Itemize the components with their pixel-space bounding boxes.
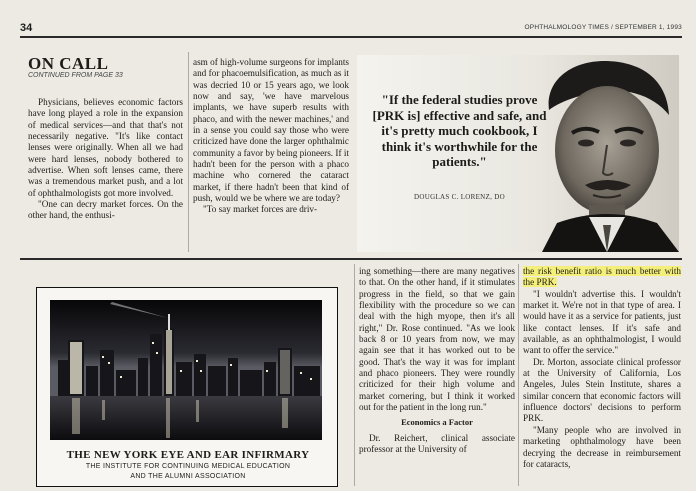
top-rule [20,36,682,38]
article-column-2 [193,57,349,216]
paragraph: "To say market forces are driv- [203,204,318,215]
highlighted-text: the risk benefit ratio is much better with the PRK. [523,266,681,288]
column-rule [354,264,355,486]
paragraph: Physicians, believes economic factors have long played a role in the expansion of medical services—and that that's not necessarily negative. "It's like contact lenses were originally. When all we had were hard lenses, nobody bothered to advertise. When soft lenses came, there was a tremendous market push, and a lot of ophthalmologists got more involved. [28,97,183,198]
ad-title: THE NEW YORK EYE AND EAR INFIRMARY [66,449,310,461]
pullquote-author: DOUGLAS C. LORENZ, DO [414,193,505,201]
column-rule [518,264,519,486]
paragraph: ing something—there are many negatives to that. On the other hand, if it stimulates progress in the field, so that we gain flexibility with the procedure so we can deal with the high myope, then it's all right," Dr. Rose continued. "As we look back 8 or 10 years from now, we may again see that it has worked out to be good. That's the way it was for implant and phaco pioneers. They were roundly criticized for their high volume and market cornering, but I think it worked out for the patient in the long run." [359,266,515,413]
column-rule [188,52,189,252]
paragraph: "I wouldn't advertise this. I wouldn't market it. We're not in that type of area. I would have it as a service for patients, just like contact lenses. If it's safe and available, as an ophthalmologist, I would want to offer the service." [523,288,681,356]
pullquote-text: "If the federal studies prove [PRK is] effective and safe, and it's pretty much cookbook, I think it's worthwhile for the patients." [372,92,547,169]
city-skyline-image [50,300,322,440]
section-rule [20,258,682,260]
paragraph: asm of high-volume surgeons for implants and for phacoemulsification, as much as it was decried 10 or 15 years ago, we look now and say, 'we have marvelous implants, we have superb results with phaco, and with the newer machines,' and in a sense you could say those who were criticized have done the larger ophthalmic community a favor by being pioneers. If it hadn't been for the person with a phaco machine who cornered the cataract market, if there hadn't been that kind of push, would we be where we are today? [193,57,349,204]
paragraph: Dr. Morton, associate clinical professor at the University of California, Los Angeles, Jules Stein Institute, shares a similar concern that economic factors will influence doctors' decisions to perform PRK. [523,356,681,424]
paragraph: "Many people who are involved in marketing ophthalmology have been decrying the decrease in reimbursement for cataracts, [523,424,681,469]
paragraph: "One can decry market forces. On the other hand, the enthusi- [28,199,183,221]
paragraph: Dr. Reichert, clinical associate professor at the University of [359,432,515,455]
skyline-photo [50,300,322,440]
article-column-1 [28,97,183,222]
article-column-4 [523,266,681,470]
page-number: 34 [20,22,33,34]
running-head: OPHTHALMOLOGY TIMES / SEPTEMBER 1, 1993 [524,24,682,31]
ad-subtitle-line-2: AND THE ALUMNI ASSOCIATION [130,473,246,480]
article-heading: ON CALL [28,54,109,73]
subheading: Economics a Factor [401,417,473,428]
article-column-3 [359,266,515,456]
continued-note: CONTINUED FROM PAGE 33 [28,72,123,79]
ad-subtitle-line-1: THE INSTITUTE FOR CONTINUING MEDICAL EDUCATION [85,463,291,470]
